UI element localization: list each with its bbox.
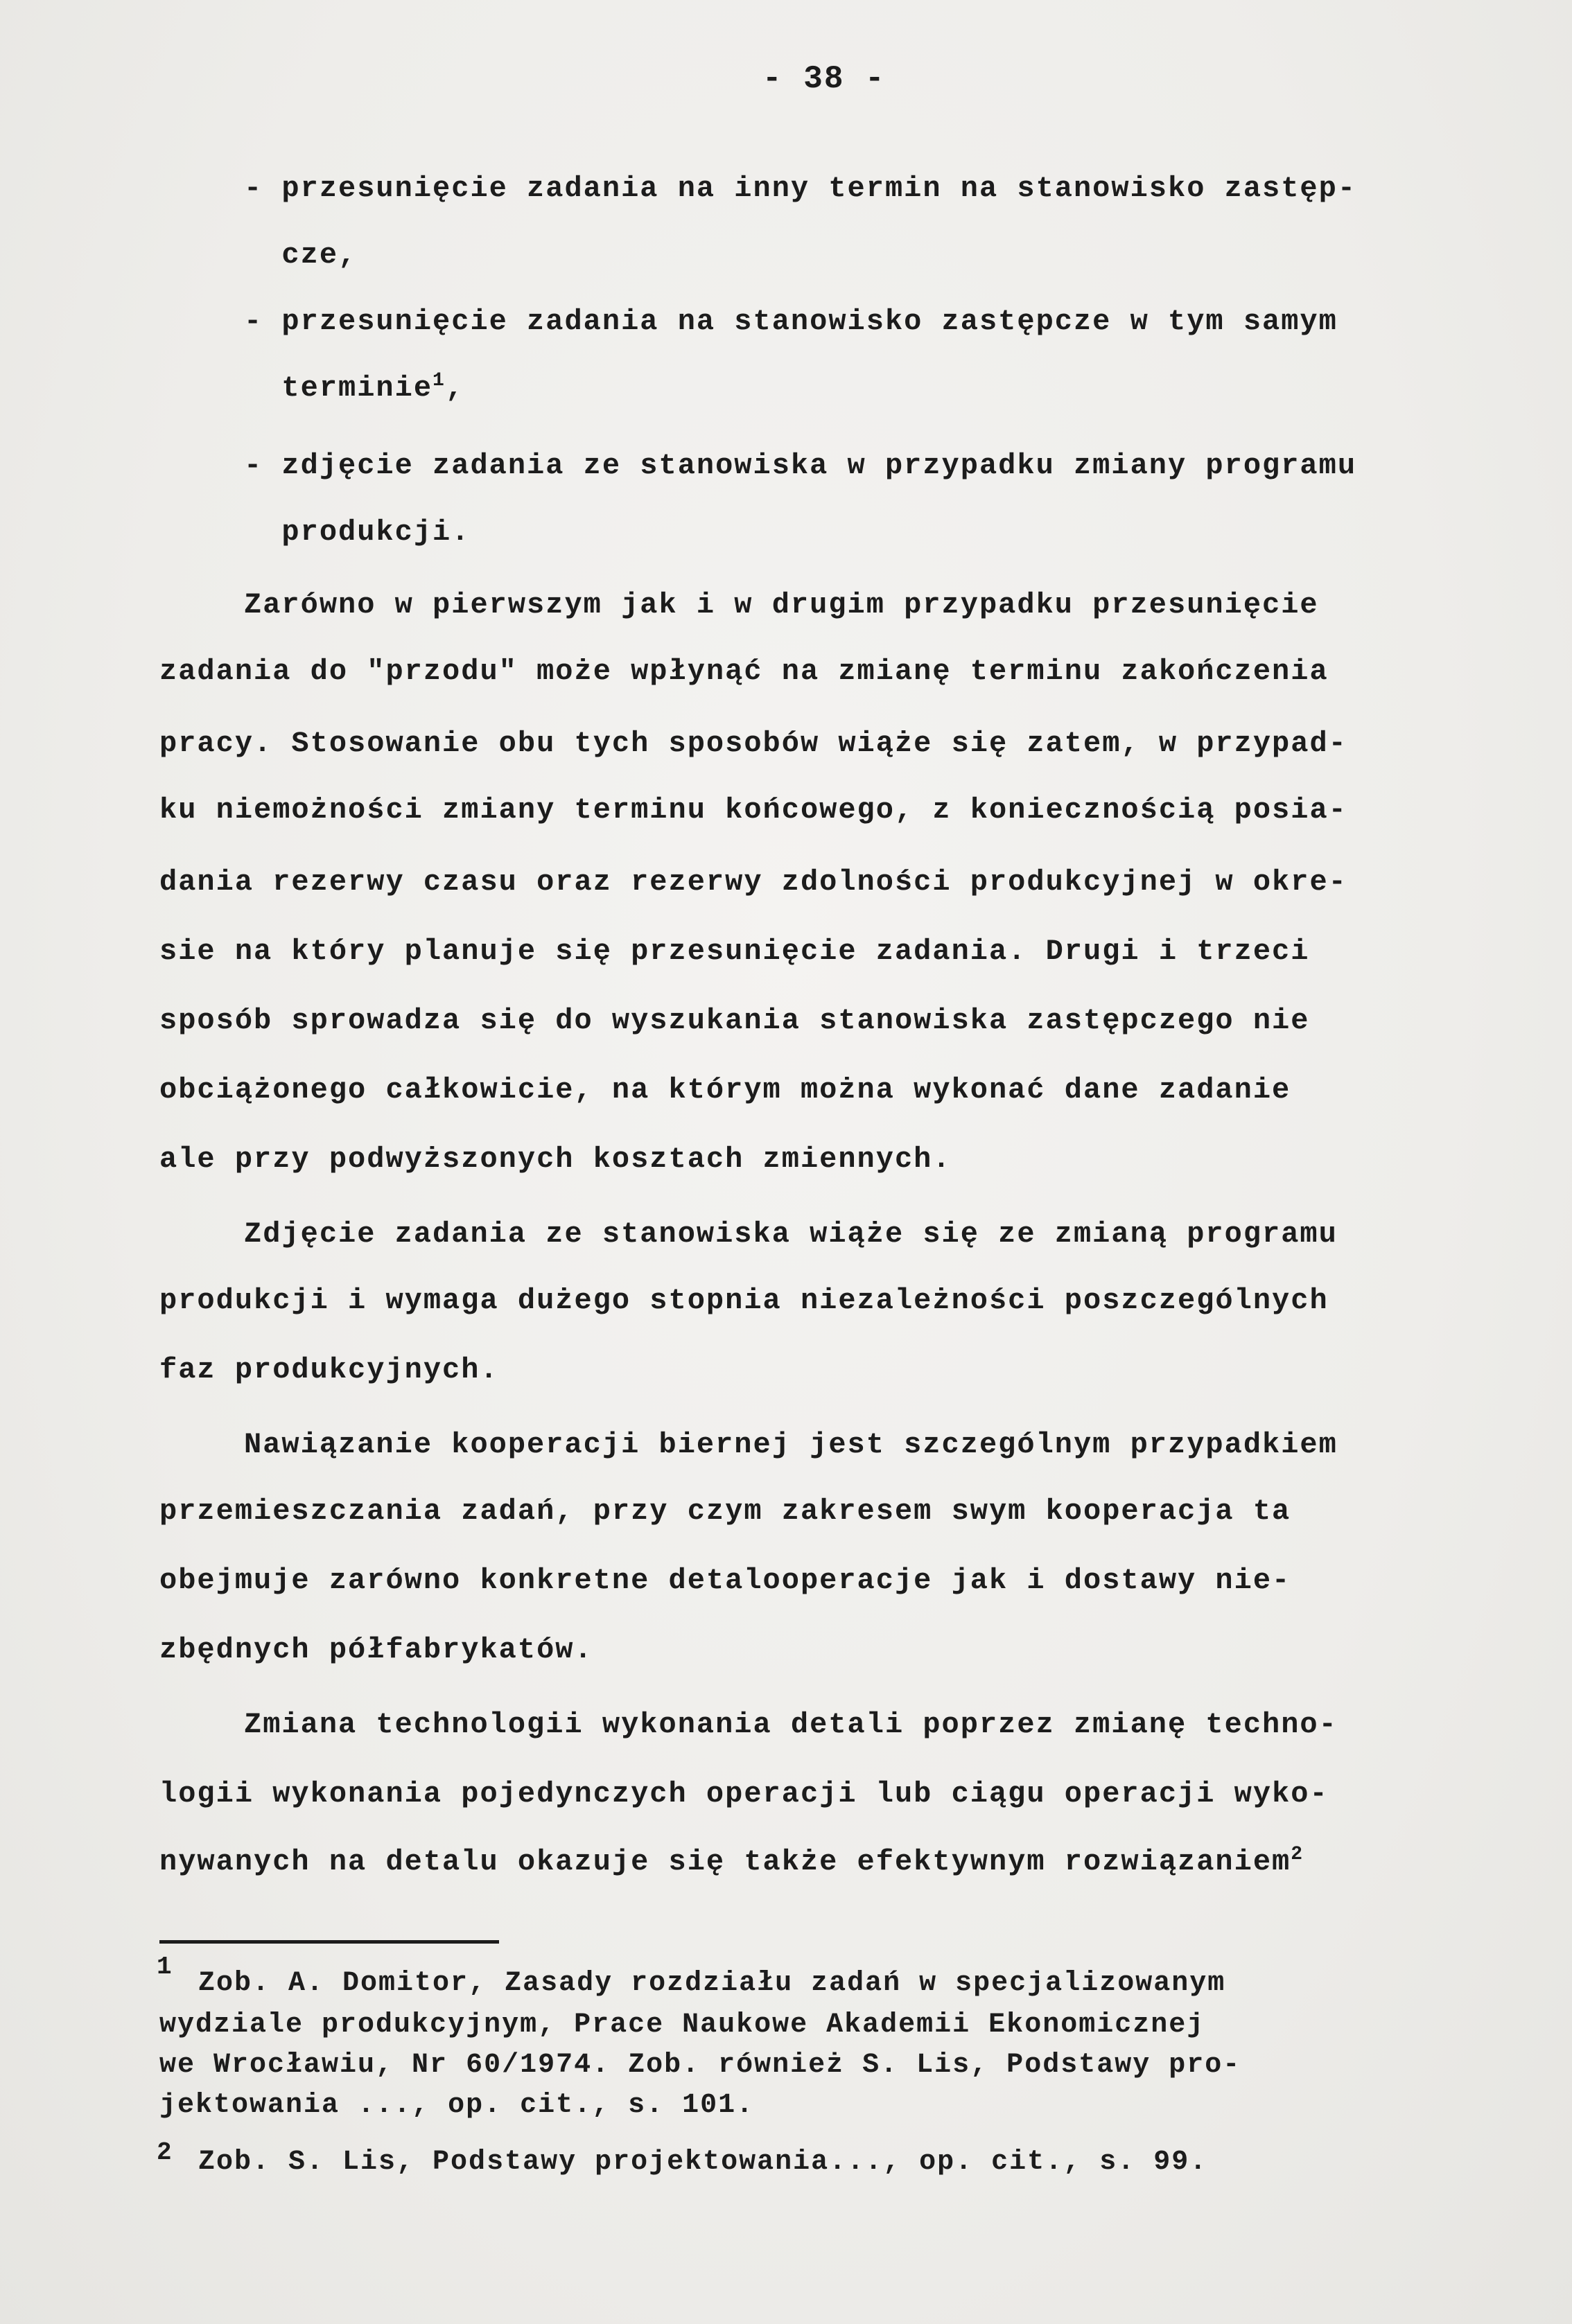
paragraph-line: Nawiązanie kooperacji biernej jest szczególnym przypadkiem <box>244 1428 1338 1461</box>
bullet-punctuation: , <box>445 371 465 405</box>
footnote-separator <box>159 1940 499 1944</box>
page-number: - 38 - <box>762 61 886 97</box>
bullet-line: cze, <box>244 238 358 272</box>
paragraph-line: zbędnych półfabrykatów. <box>159 1633 593 1666</box>
paragraph-line: sie na który planuje się przesunięcie zadania. Drugi i trzeci <box>159 935 1310 968</box>
footnote-line: we Wrocławiu, Nr 60/1974. Zob. również S. Lis, Podstawy pro- <box>159 2050 1241 2081</box>
footnote-ref: 1 <box>433 370 446 391</box>
paragraph-line: dania rezerwy czasu oraz rezerwy zdolności produkcyjnej w okre- <box>159 865 1347 899</box>
paragraph-line: obciążonego całkowicie, na którym można wykonać dane zadanie <box>159 1073 1291 1107</box>
paragraph-line: logii wykonania pojedynczych operacji lub ciągu operacji wyko- <box>159 1777 1329 1811</box>
bullet-text: terminie <box>244 371 433 405</box>
footnote-mark: 1 <box>157 1953 173 1981</box>
footnote-mark: 2 <box>157 2138 173 2167</box>
paragraph-line: sposób sprowadza się do wyszukania stanowiska zastępczego nie <box>159 1004 1310 1037</box>
footnote-ref: 2 <box>1291 1844 1304 1865</box>
paragraph-line: ale przy podwyższonych kosztach zmiennych. <box>159 1143 952 1176</box>
paragraph-line: produkcji i wymaga dużego stopnia niezależności poszczególnych <box>159 1284 1329 1317</box>
paragraph-line: Zarówno w pierwszym jak i w drugim przypadku przesunięcie <box>244 588 1319 622</box>
paragraph-line: Zdjęcie zadania ze stanowiska wiąże się ze zmianą programu <box>244 1217 1338 1251</box>
paragraph-line: przemieszczania zadań, przy czym zakresem swym kooperacja ta <box>159 1495 1291 1528</box>
bullet-line: produkcji. <box>244 516 471 549</box>
footnote-line: jektowania ..., op. cit., s. 101. <box>159 2090 755 2121</box>
footnote-line: Zob. S. Lis, Podstawy projektowania..., op. cit., s. 99. <box>198 2147 1208 2178</box>
bullet-line: - przesunięcie zadania na inny termin na stanowisko zastęp- <box>244 172 1357 205</box>
paragraph-line: faz produkcyjnych. <box>159 1353 499 1387</box>
bullet-line <box>244 371 464 405</box>
bullet-line: - przesunięcie zadania na stanowisko zastępcze w tym samym <box>244 305 1338 338</box>
paragraph-line: Zmiana technologii wykonania detali poprzez zmianę techno- <box>244 1708 1338 1741</box>
footnote-line: Zob. A. Domitor, Zasady rozdziału zadań w specjalizowanym <box>198 1968 1226 1999</box>
footnote-line: wydziale produkcyjnym, Prace Naukowe Akademii Ekonomicznej <box>159 2009 1205 2041</box>
paragraph-line: ku niemożności zmiany terminu końcowego, z koniecznością posia- <box>159 793 1347 827</box>
paragraph-line: pracy. Stosowanie obu tych sposobów wiąże się zatem, w przypad- <box>159 727 1347 760</box>
paragraph-line <box>159 1844 1304 1878</box>
paragraph-text: nywanych na detalu okazuje się także efektywnym rozwiązaniem <box>159 1845 1291 1878</box>
bullet-line: - zdjęcie zadania ze stanowiska w przypadku zmiany programu <box>244 449 1357 482</box>
paragraph-line: obejmuje zarówno konkretne detalooperacje jak i dostawy nie- <box>159 1564 1291 1597</box>
paragraph-line: zadania do "przodu" może wpłynąć na zmianę terminu zakończenia <box>159 655 1329 688</box>
